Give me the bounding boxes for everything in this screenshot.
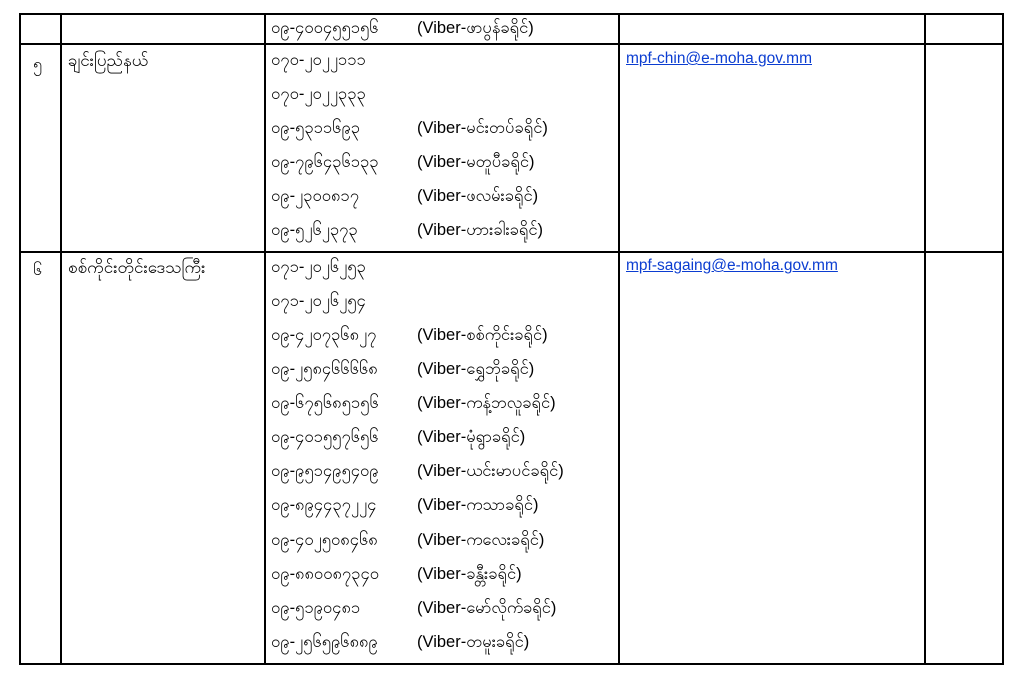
phone-line: [271, 495, 539, 519]
phone-line: [271, 564, 522, 588]
phone-number: ၀၉-၄၂၀၇၃၆၈၂၇: [271, 326, 377, 344]
phone-number: ၀၉-၇၉၆၄၃၆၁၃၃: [271, 153, 379, 171]
phone-line: [271, 152, 535, 176]
phone-number: ၀၉-၂၅၈၄၆၆၆၆၈: [271, 360, 378, 378]
phone-number: ၀၉-၅၁၉၀၄၈၁: [271, 599, 361, 617]
viber-label: (Viber-မော်လိုက်ခရိုင်): [417, 599, 557, 617]
col-border-3: [618, 13, 620, 665]
phone-number: ၀၉-၄၀၂၅၀၈၄၆၈: [271, 531, 378, 549]
email-link[interactable]: mpf-sagaing@e-moha.gov.mm: [626, 257, 838, 274]
col-border-4: [924, 13, 926, 665]
phone-number: ၀၉-၈၈၀၀၈၇၃၄၀: [271, 565, 380, 583]
viber-label: (Viber-ခန္တီးခရိုင်): [417, 565, 522, 583]
viber-label: (Viber-ကသာခရိုင်): [417, 496, 539, 514]
viber-label: (Viber-ကလေးခရိုင်): [417, 531, 545, 549]
phone-line: [271, 427, 525, 451]
phone-number: ၀၇၀-၂၀၂၂၁၁၁: [271, 51, 366, 69]
viber-label: (Viber-ဖလမ်းခရိုင်): [417, 187, 539, 205]
phone-number: ၀၇၀-၂၀၂၂၃၃၃: [271, 85, 366, 103]
phone-line: [271, 118, 548, 142]
phone-number: ၀၇၁-၂၀၂၆၂၅၃: [271, 258, 366, 276]
phone-line: [271, 632, 529, 656]
viber-label: (Viber-မင်းတပ်ခရိုင်): [417, 119, 548, 137]
col-border-5: [1002, 13, 1004, 665]
row-border-bottom: [19, 663, 1004, 665]
phone-line: [271, 220, 543, 244]
phone-number: ၀၉-၅၃၁၁၆၉၃: [271, 119, 361, 137]
region-name: စစ်ကိုင်းတိုင်းဒေသကြီး: [68, 258, 206, 277]
phone-number: ၀၉-၂၅၆၅၉၆၈၈၉: [271, 633, 378, 651]
phone-number: ၀၉-၄၀၀၄၅၅၁၅၆: [271, 19, 379, 37]
region-name: ချင်းပြည်နယ်: [68, 51, 149, 70]
viber-label: (Viber-မတူပီခရိုင်): [417, 153, 535, 171]
phone-line: [271, 359, 534, 383]
phone-number: ၀၉-၈၉၄၄၃၇၂၂၄: [271, 496, 377, 514]
row-border-1: [19, 43, 1004, 45]
row-number: ၅: [33, 56, 42, 73]
phone-line: [271, 257, 417, 281]
viber-label: (Viber-မုံရွာခရိုင်): [417, 428, 526, 446]
phone-number: ၀၉-၆၇၅၆၈၅၁၅၆: [271, 394, 379, 412]
phone-number: ၀၉-၅၂၆၂၃၇၃: [271, 221, 358, 239]
viber-label: (Viber-ဖာပွန်ခရိုင်): [417, 19, 534, 37]
viber-label: (Viber-ယင်းမာပင်ခရိုင်): [417, 462, 564, 480]
viber-label: (Viber-ဟားခါးခရိုင်): [417, 221, 544, 239]
phone-number: ၀၇၁-၂၀၂၆၂၅၄: [271, 292, 366, 310]
phone-line: [271, 291, 417, 315]
phone-number: ၀၉-၄၀၁၅၅၇၆၅၆: [271, 428, 379, 446]
phone-number: ၀၉-၉၅၁၄၉၅၄၀၉: [271, 462, 379, 480]
phone-line: [271, 325, 548, 349]
row-border-2: [19, 251, 1004, 253]
contact-table: [19, 13, 1004, 665]
col-border-1: [60, 13, 62, 665]
phone-line: [271, 461, 564, 485]
phone-line: [271, 84, 417, 108]
col-border-0: [19, 13, 21, 665]
viber-label: (Viber-ရွှေဘိုခရိုင်): [417, 360, 535, 378]
phone-line: [271, 598, 556, 622]
viber-label: (Viber-တမူးခရိုင်): [417, 633, 530, 651]
phone-line: [271, 393, 556, 417]
phone-line: [271, 18, 534, 42]
phone-number: ၀၉-၂၃၀၀၈၁၇: [271, 187, 359, 205]
email-link[interactable]: mpf-chin@e-moha.gov.mm: [626, 50, 812, 67]
phone-line: [271, 186, 538, 210]
row-number: ၆: [33, 262, 42, 279]
phone-line: [271, 530, 544, 554]
viber-label: (Viber-ကန့်ဘလူခရိုင်): [417, 394, 556, 412]
col-border-2: [264, 13, 266, 665]
viber-label: (Viber-စစ်ကိုင်းခရိုင်): [417, 326, 548, 344]
row-border-top: [19, 13, 1004, 15]
phone-line: [271, 50, 417, 74]
